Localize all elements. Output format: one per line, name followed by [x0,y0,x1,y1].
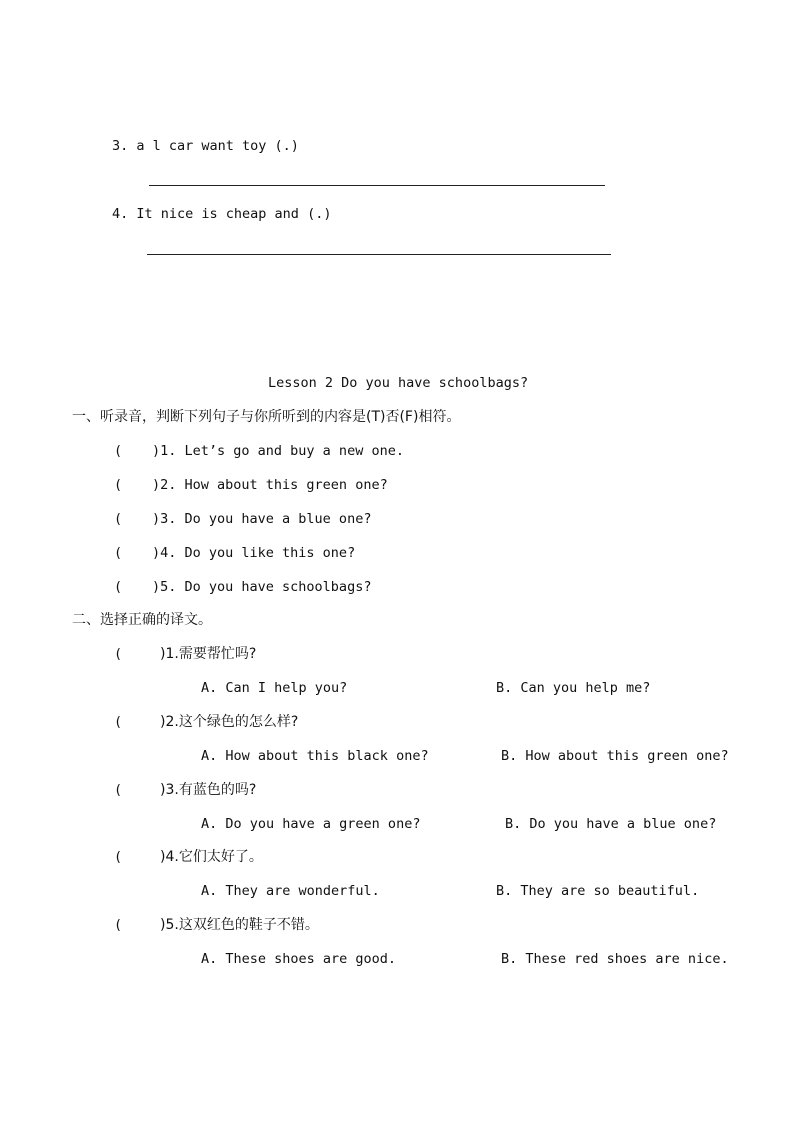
answer-line-4 [147,254,611,255]
answer-paren[interactable]: ( [114,782,123,798]
answer-line-3 [149,185,605,186]
answer-paren[interactable]: ( [114,849,123,865]
option-b: B. How about this green one? [501,748,729,764]
item-text: )1.需要帮忙吗? [160,646,257,662]
option-b: B. Do you have a blue one? [505,816,717,832]
option-b: B. Can you help me? [496,680,651,696]
answer-paren[interactable]: ( [114,646,123,662]
answer-paren[interactable]: ( [114,714,123,730]
answer-paren[interactable]: ( [114,917,123,933]
item-text: )5.这双红色的鞋子不错。 [160,917,319,933]
answer-paren[interactable]: ( [114,443,123,459]
reorder-question-4: 4. It nice is cheap and (.) [112,206,332,222]
section1-heading: 一、听录音，判断下列句子与你所听到的内容是(T)否(F)相符。 [72,409,461,425]
item-text: )5. Do you have schoolbags? [152,579,372,595]
item-text: )2.这个绿色的怎么样? [160,714,299,730]
option-b: B. They are so beautiful. [496,883,700,899]
option-a: A. Can I help you? [201,680,348,696]
item-text: )4. Do you like this one? [152,545,356,561]
option-a: A. These shoes are good. [201,951,397,967]
option-b: B. These red shoes are nice. [501,951,729,967]
item-text: )2. How about this green one? [152,477,388,493]
reorder-question-3: 3. a l car want toy (.) [112,138,299,154]
item-text: )3.有蓝色的吗? [160,782,257,798]
answer-paren[interactable]: ( [114,477,123,493]
item-text: )3. Do you have a blue one? [152,511,372,527]
lesson-title: Lesson 2 Do you have schoolbags? [268,375,529,391]
option-a: A. They are wonderful. [201,883,380,899]
answer-paren[interactable]: ( [114,545,123,561]
answer-paren[interactable]: ( [114,511,123,527]
option-a: A. How about this black one? [201,748,429,764]
answer-paren[interactable]: ( [114,579,123,595]
section2-heading: 二、选择正确的译文。 [72,612,212,628]
item-text: )1. Let’s go and buy a new one. [152,443,404,459]
option-a: A. Do you have a green one? [201,816,421,832]
item-text: )4.它们太好了。 [160,849,263,865]
